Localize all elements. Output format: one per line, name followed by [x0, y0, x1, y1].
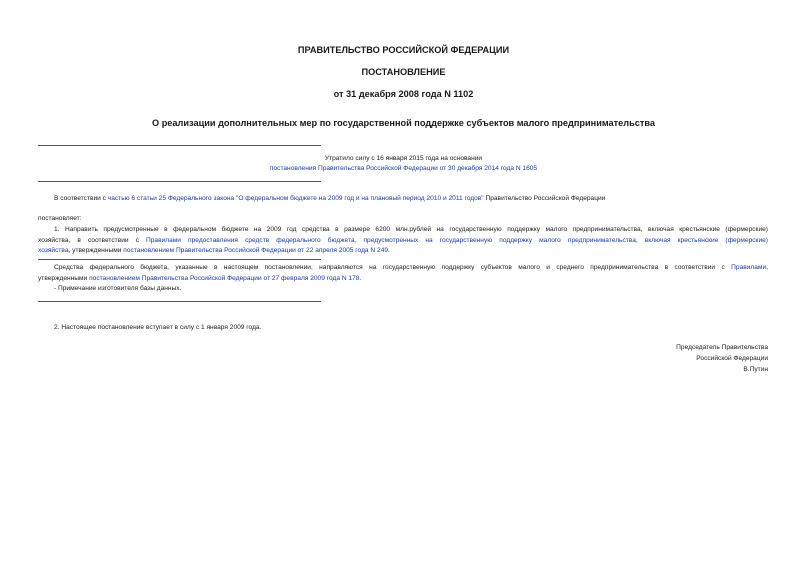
document-title: О реализации дополнительных мер по государственной поддержке субъектов малого предпринимательства: [152, 118, 655, 128]
funding-rules-link-end[interactable]: хозяйства: [38, 247, 69, 254]
status-note-text: Утратило силу с 16 января 2015 года на основании: [324, 155, 483, 162]
decree-178-link[interactable]: постановлением Правительства Российской Федерации от 27 февраля 2009 года N 178: [89, 274, 360, 282]
database-note: [38, 263, 768, 295]
issuing-authority: ПРАВИТЕЛЬСТВО РОССИЙСКОЙ ФЕДЕРАЦИИ: [297, 45, 510, 55]
resolves-word: постановляет:: [38, 215, 82, 222]
signature-title: Председатель Правительства: [676, 344, 768, 351]
divider-footnote: [38, 259, 321, 260]
repeal-decree-link[interactable]: постановления Правительства Российской Федерации от 30 декабря 2014 года N 1605: [269, 165, 538, 172]
preamble: В соответствии с частью 6 статьи 25 Федерального закона "О федеральном бюджете на 2009 год и на плановый период 2010 и 2011 годов" Правительство Российской Федерации: [54, 195, 606, 202]
funding-rules-link[interactable]: Правилами предоставления средств федерального бюджета, предусмотренных на государственную поддержку малого предпринимательства, включая крестьянские (фермерские): [146, 236, 768, 244]
divider-status: [38, 181, 321, 182]
database-note-line-3: - Примечание изготовителя базы данных.: [54, 285, 182, 292]
decree-249-link[interactable]: постановлением Правительства Российской Федерации от 22 апреля 2005 года N 249: [123, 247, 389, 254]
rules-link[interactable]: Правилами: [731, 264, 767, 271]
signature-name: В.Путин: [743, 366, 768, 373]
database-note-line-2: утвержденными постановлением Правительства Российской Федерации от 27 февраля 2009 года N 178.: [38, 274, 362, 282]
clause-1-line-3: хозяйства, утвержденными постановлением Правительства Российской Федерации от 22 апреля 2005 года N 249.: [38, 247, 390, 254]
clause-1: [38, 225, 768, 257]
document-date-number: от 31 декабря 2008 года N 1102: [333, 89, 474, 99]
database-note-line-1: Средства федерального бюджета, указанные в настоящем постановлении, направляются на государственную поддержку субъектов малого и среднего предпринимательства в соответствии с Правилами,: [54, 264, 768, 271]
document-type: ПОСТАНОВЛЕНИЕ: [361, 67, 446, 77]
divider-bottom: [38, 301, 321, 302]
signature-country: Российской Федерации: [696, 355, 768, 362]
divider-top: [38, 145, 321, 146]
clause-1-line-1: 1. Направить предусмотренные в федеральном бюджете на 2009 год средства в размере 6200 млн.рублей на государственную поддержку малого предпринимательства, включая крестьянские (фермерские): [54, 226, 768, 233]
budget-law-link[interactable]: частью 6 статьи 25 Федерального закона "О федеральном бюджете на 2009 год и на плановый период 2010 и 2011 годов": [107, 195, 484, 202]
clause-2: 2. Настоящее постановление вступает в силу с 1 января 2009 года.: [54, 324, 262, 331]
clause-1-line-2: хозяйства, в соответствии с Правилами предоставления средств федерального бюджета, предусмотренных на государственную поддержку малого предпринимательства, включая крестьянские (фермерские): [38, 236, 768, 244]
